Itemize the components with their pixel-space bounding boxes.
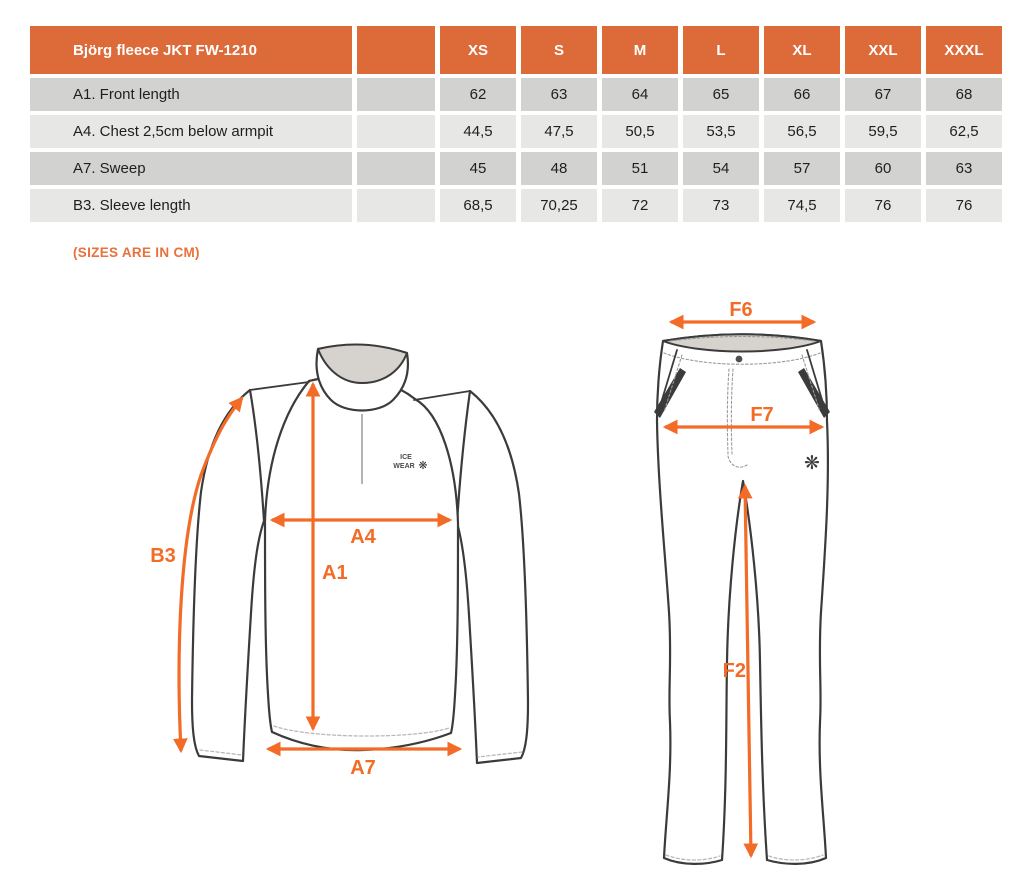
pants-drawing: [654, 334, 830, 864]
spacer-cell: [357, 78, 435, 111]
f7-label: F7: [750, 404, 774, 426]
value-cell: 47,5: [521, 115, 597, 148]
a7-label: A7: [350, 757, 376, 779]
value-cell: 65: [683, 78, 759, 111]
jacket-left-shoulder-seam: [250, 382, 309, 390]
size-header-s: S: [521, 26, 597, 74]
value-cell: 45: [440, 152, 516, 185]
jacket-drawing: [192, 344, 528, 763]
snowflake-icon: ❋: [418, 459, 428, 472]
spacer-cell: [357, 189, 435, 222]
size-header-l: L: [683, 26, 759, 74]
value-cell: 62: [440, 78, 516, 111]
value-cell: 48: [521, 152, 597, 185]
value-cell: 72: [602, 189, 678, 222]
value-cell: 51: [602, 152, 678, 185]
value-cell: 53,5: [683, 115, 759, 148]
row-label: A7. Sweep: [30, 152, 352, 185]
value-cell: 50,5: [602, 115, 678, 148]
f6-label: F6: [729, 299, 753, 321]
value-cell: 76: [845, 189, 921, 222]
value-cell: 68: [926, 78, 1002, 111]
sizes-unit-note: (SIZES ARE IN CM): [73, 245, 200, 260]
jacket-right-sleeve: [457, 391, 528, 763]
value-cell: 76: [926, 189, 1002, 222]
jacket-right-shoulder-seam: [414, 391, 470, 400]
value-cell: 67: [845, 78, 921, 111]
header-spacer-cell: [357, 26, 435, 74]
size-header-m: M: [602, 26, 678, 74]
row-label: A4. Chest 2,5cm below armpit: [30, 115, 352, 148]
value-cell: 64: [602, 78, 678, 111]
a1-label: A1: [322, 562, 348, 584]
pants-outline: [657, 334, 828, 864]
row-label: B3. Sleeve length: [30, 189, 352, 222]
brand-logo-line2: WEAR: [393, 463, 415, 470]
value-cell: 63: [926, 152, 1002, 185]
table-row-front-length: [30, 78, 1002, 111]
pants-measurement-diagram: [640, 300, 845, 880]
value-cell: 62,5: [926, 115, 1002, 148]
value-cell: 66: [764, 78, 840, 111]
a4-label: A4: [350, 526, 376, 548]
jacket-measurement-diagram: [145, 312, 555, 802]
brand-logo-line1: ICE: [400, 454, 412, 461]
value-cell: 44,5: [440, 115, 516, 148]
size-table: [25, 22, 1007, 226]
snowflake-icon: ❋: [804, 452, 820, 474]
table-row-chest: [30, 115, 1002, 148]
value-cell: 57: [764, 152, 840, 185]
value-cell: 68,5: [440, 189, 516, 222]
b3-label: B3: [150, 545, 176, 567]
value-cell: 70,25: [521, 189, 597, 222]
value-cell: 74,5: [764, 189, 840, 222]
spacer-cell: [357, 152, 435, 185]
row-label: A1. Front length: [30, 78, 352, 111]
value-cell: 54: [683, 152, 759, 185]
size-header-xxl: XXL: [845, 26, 921, 74]
product-title: Björg fleece JKT FW-1210: [30, 26, 352, 74]
size-header-xxxl: XXXL: [926, 26, 1002, 74]
waist-button: [736, 356, 743, 363]
size-header-xl: XL: [764, 26, 840, 74]
value-cell: 60: [845, 152, 921, 185]
value-cell: 63: [521, 78, 597, 111]
size-header-xs: XS: [440, 26, 516, 74]
table-header-row: [30, 26, 1002, 74]
spacer-cell: [357, 115, 435, 148]
table-row-sleeve-length: [30, 189, 1002, 222]
value-cell: 73: [683, 189, 759, 222]
f2-label: F2: [722, 660, 746, 682]
table-row-sweep: [30, 152, 1002, 185]
jacket-left-sleeve: [192, 390, 264, 761]
value-cell: 59,5: [845, 115, 921, 148]
value-cell: 56,5: [764, 115, 840, 148]
